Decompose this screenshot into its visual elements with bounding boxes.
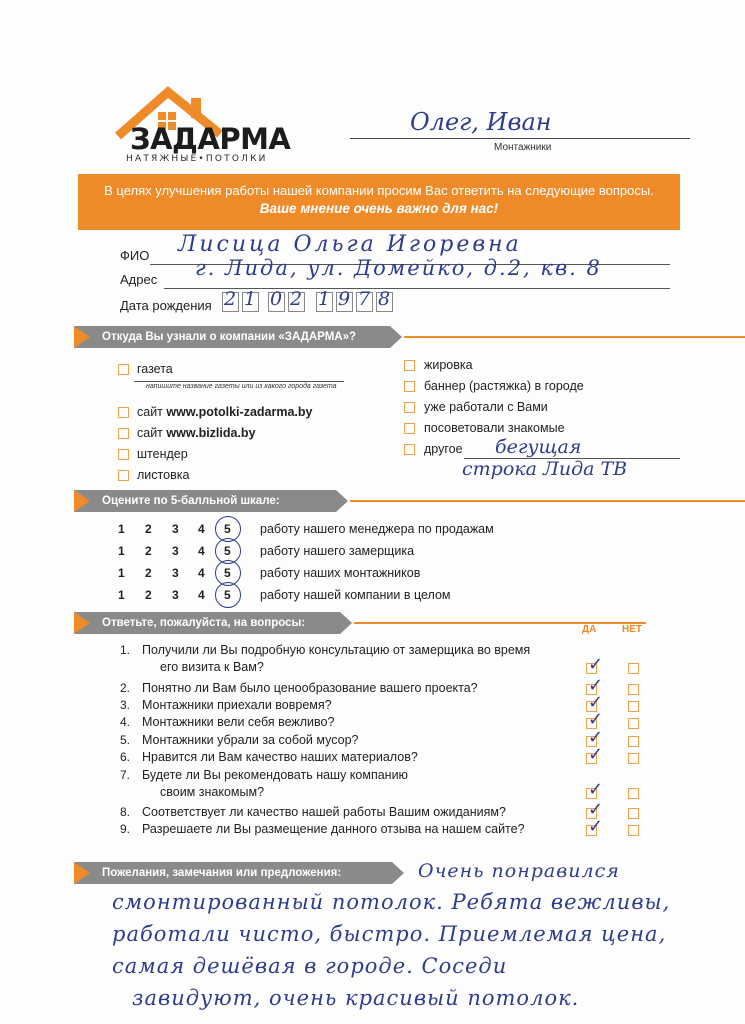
dob-label: Дата рождения (120, 298, 212, 313)
yes-check-mark: ✓ (588, 799, 604, 820)
header-tail-icon (392, 862, 404, 884)
fio-value: Лисица Ольга Игоревна (178, 232, 522, 257)
no-checkbox[interactable] (628, 663, 639, 674)
source-option-label: уже работали с Вами (424, 400, 548, 414)
dob-digit: 2 (290, 288, 303, 310)
option-checkbox[interactable] (118, 470, 129, 481)
other-handwritten-2: строка Лида ТВ (462, 458, 628, 480)
option-checkbox[interactable] (404, 423, 415, 434)
dob-digit: 0 (270, 288, 283, 310)
company-logo (108, 86, 308, 170)
rating-item-label: работу нашего менеджера по продажам (260, 522, 494, 536)
yes-check-mark: ✓ (588, 654, 604, 675)
wish-line: самая дешёвая в городе. Соседи (112, 954, 508, 978)
header-tail-icon (390, 326, 402, 348)
source-section-title: Откуда Вы узнали о компании «ЗАДАРМА»? (74, 326, 390, 348)
header-arrow-icon (74, 490, 90, 512)
rating-number[interactable]: 1 (118, 522, 125, 536)
no-checkbox[interactable] (628, 788, 639, 799)
option-checkbox[interactable] (118, 428, 129, 439)
banner-line-1: В целях улучшения работы нашей компании просим Вас ответить на следующие вопросы. (104, 183, 654, 198)
yes-check-mark: ✓ (588, 709, 604, 730)
rating-number[interactable]: 3 (172, 566, 179, 580)
brand-tagline: НАТЯЖНЫЕ•ПОТОЛКИ (126, 154, 268, 164)
other-handwritten-1: бегущая (495, 436, 582, 458)
source-option-label: сайт www.potolki-zadarma.by (137, 405, 313, 419)
address-label: Адрес (120, 272, 158, 287)
header-tail-icon (340, 612, 352, 634)
installers-handwritten: Олег, Иван (410, 108, 552, 136)
question-text: Будете ли Вы рекомендовать нашу компанию (142, 768, 408, 782)
rating-number[interactable]: 1 (118, 544, 125, 558)
wish-line: работали чисто, быстро. Приемлемая цена, (112, 922, 667, 946)
wish-line: завидуют, очень красивый потолок. (132, 986, 580, 1010)
header-rule (404, 336, 745, 338)
option-checkbox[interactable] (404, 402, 415, 413)
wishes-section-title: Пожелания, замечания или предложения: (74, 862, 392, 884)
option-checkbox[interactable] (118, 449, 129, 460)
intro-banner (78, 174, 680, 230)
question-number: 4. (120, 715, 131, 729)
rating-number[interactable]: 2 (145, 544, 152, 558)
question-text-continued: его визита к Вам? (160, 660, 264, 674)
question-text: Соответствует ли качество нашей работы Вашим ожиданиям? (142, 805, 506, 819)
no-checkbox[interactable] (628, 701, 639, 712)
header-rule (350, 500, 745, 502)
question-number: 3. (120, 698, 131, 712)
header-arrow-icon (74, 612, 90, 634)
question-text: Монтажники убрали за собой мусор? (142, 733, 359, 747)
question-text: Монтажники приехали вовремя? (142, 698, 332, 712)
installers-caption: Монтажники (494, 142, 552, 153)
dob-digit: 8 (378, 288, 391, 310)
rating-number[interactable]: 2 (145, 566, 152, 580)
header-tail-icon (336, 490, 348, 512)
rating-number[interactable]: 3 (172, 522, 179, 536)
source-option-label: сайт www.bizlida.by (137, 426, 256, 440)
source-option-label: листовка (137, 468, 190, 482)
rating-item-label: работу наших монтажников (260, 566, 421, 580)
newspaper-line (134, 381, 344, 382)
question-text: Монтажники вели себя вежливо? (142, 715, 335, 729)
yes-check-mark: ✓ (588, 727, 604, 748)
question-number: 6. (120, 750, 131, 764)
question-text: Получили ли Вы подробную консультацию от замерщика во время (142, 643, 531, 657)
rating-number[interactable]: 4 (198, 544, 205, 558)
fio-label: ФИО (120, 248, 150, 263)
question-number: 5. (120, 733, 131, 747)
no-checkbox[interactable] (628, 753, 639, 764)
rating-number[interactable]: 5 (224, 566, 231, 580)
score-circle (215, 582, 241, 608)
rating-number[interactable]: 3 (172, 588, 179, 602)
yes-check-mark: ✓ (588, 779, 604, 800)
option-checkbox[interactable] (404, 381, 415, 392)
option-checkbox[interactable] (404, 444, 415, 455)
no-checkbox[interactable] (628, 736, 639, 747)
questions-section-title: Ответьте, пожалуйста, на вопросы: (74, 612, 340, 634)
dob-digit: 1 (244, 288, 257, 310)
question-number: 8. (120, 805, 131, 819)
dob-digit: 9 (338, 288, 351, 310)
rating-number[interactable]: 2 (145, 588, 152, 602)
source-option-label: газета (137, 362, 173, 376)
dob-digit: 2 (224, 288, 237, 310)
no-checkbox[interactable] (628, 808, 639, 819)
rating-number[interactable]: 1 (118, 588, 125, 602)
question-number: 7. (120, 768, 131, 782)
banner-line-2: Ваше мнение очень важно для нас! (259, 201, 499, 216)
brand-name: ЗАДАРМА (130, 122, 291, 156)
header-arrow-icon (74, 862, 90, 884)
source-option-label: штендер (137, 447, 188, 461)
rating-number[interactable]: 5 (224, 522, 231, 536)
rating-item-label: работу нашего замерщика (260, 544, 415, 558)
rating-section-title: Оцените по 5-балльной шкале: (74, 490, 336, 512)
dob-digit: 1 (318, 288, 331, 310)
rating-item-label: работу нашей компании в целом (260, 588, 451, 602)
question-number: 1. (120, 643, 131, 657)
question-text: Понятно ли Вам было ценообразование вашего проекта? (142, 681, 478, 695)
source-option-label: жировка (424, 358, 473, 372)
rating-number[interactable]: 4 (198, 566, 205, 580)
rating-number[interactable]: 3 (172, 544, 179, 558)
source-option-label: посоветовали знакомые (424, 421, 565, 435)
question-text-continued: своим знакомым? (160, 785, 265, 799)
option-checkbox[interactable] (118, 407, 129, 418)
header-arrow-icon (74, 326, 90, 348)
installers-line (350, 138, 690, 139)
option-checkbox[interactable] (404, 360, 415, 371)
no-column-label: НЕТ (622, 624, 642, 635)
yes-check-mark: ✓ (588, 816, 604, 837)
rating-number[interactable]: 2 (145, 522, 152, 536)
dob-digit: 7 (358, 288, 371, 310)
header-rule (354, 622, 646, 624)
rating-number[interactable]: 5 (224, 588, 231, 602)
rating-number[interactable]: 4 (198, 522, 205, 536)
no-checkbox[interactable] (628, 825, 639, 836)
address-value: г. Лида, ул. Домейко, д.2, кв. 8 (195, 256, 602, 280)
yes-check-mark: ✓ (588, 692, 604, 713)
yes-check-mark: ✓ (588, 675, 604, 696)
rating-number[interactable]: 1 (118, 566, 125, 580)
question-text: Нравится ли Вам качество наших материалов? (142, 750, 418, 764)
yes-check-mark: ✓ (588, 744, 604, 765)
rating-number[interactable]: 5 (224, 544, 231, 558)
question-text: Разрешаете ли Вы размещение данного отзыва на нашем сайте? (142, 822, 525, 836)
no-checkbox[interactable] (628, 718, 639, 729)
address-line (164, 288, 670, 289)
question-number: 2. (120, 681, 131, 695)
rating-number[interactable]: 4 (198, 588, 205, 602)
wish-line: Очень понравился (418, 860, 620, 882)
question-number: 9. (120, 822, 131, 836)
wish-line: смонтированный потолок. Ребята вежливы, (112, 890, 671, 914)
source-option-label: баннер (растяжка) в городе (424, 379, 584, 393)
source-option-label: другое (424, 442, 463, 456)
newspaper-note: напишите название газеты или из какого города газета (146, 383, 337, 390)
yes-column-label: ДА (582, 624, 597, 635)
option-checkbox[interactable] (118, 364, 129, 375)
no-checkbox[interactable] (628, 684, 639, 695)
